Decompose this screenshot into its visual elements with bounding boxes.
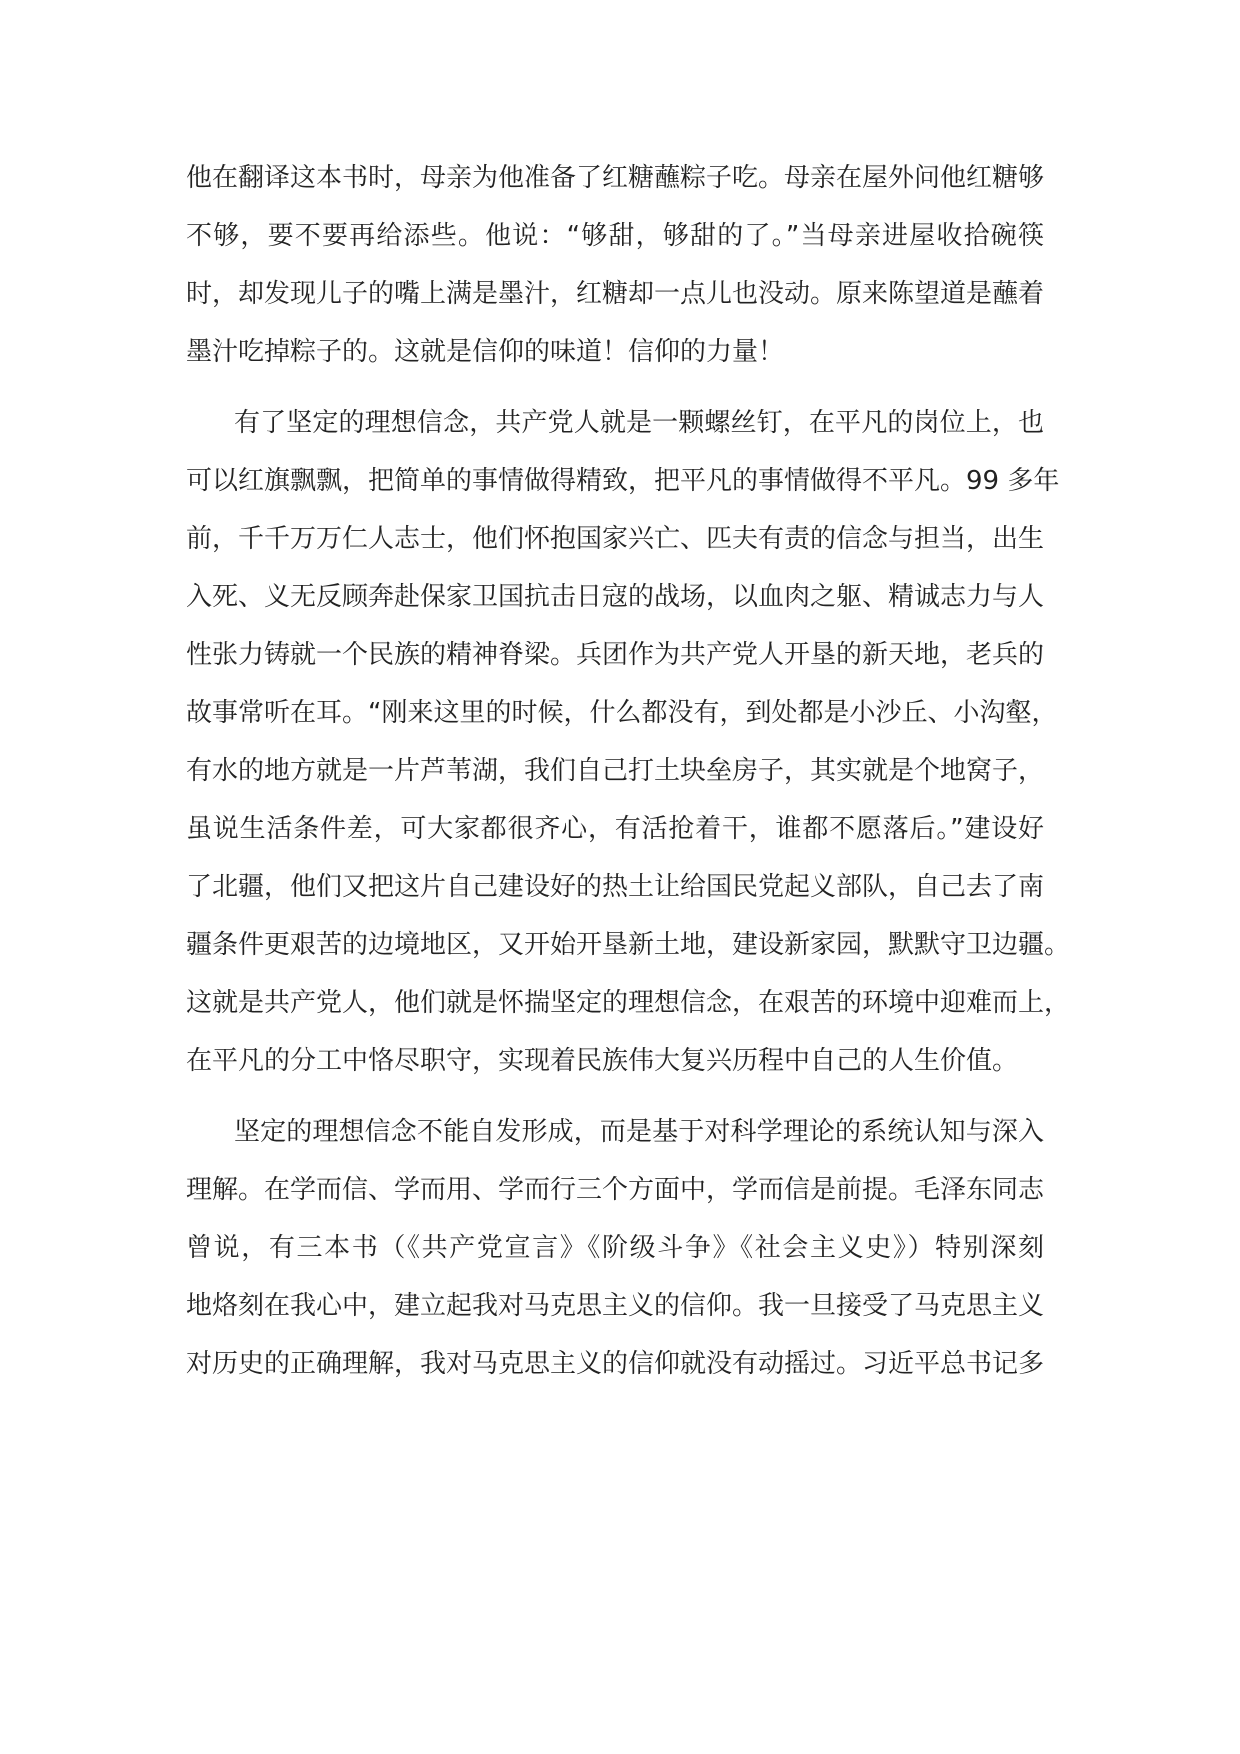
text-line: 了北疆，他们又把这片自己建设好的热土让给国民党起义部队，自己去了南 <box>186 872 1045 902</box>
text-line: 入死、义无反顾奔赴保家卫国抗击日寇的战场，以血肉之躯、精诚志力与人 <box>186 582 1045 612</box>
text-line: 他在翻译这本书时，母亲为他准备了红糖蘸粽子吃。母亲在屋外问他红糖够 <box>186 163 1045 193</box>
text-line: 疆条件更艰苦的边境地区，又开始开垦新土地，建设新家园，默默守卫边疆。 <box>186 930 1071 960</box>
text-line: 理解。在学而信、学而用、学而行三个方面中，学而信是前提。毛泽东同志 <box>186 1175 1045 1205</box>
text-line: 不够，要不要再给添些。他说：“够甜，够甜的了。”当母亲进屋收拾碗筷 <box>186 221 1044 251</box>
text-line: 在平凡的分工中恪尽职守，实现着民族伟大复兴历程中自己的人生价值。 <box>186 1046 1019 1076</box>
text-line: 这就是共产党人，他们就是怀揣坚定的理想信念，在艰苦的环境中迎难而上， <box>186 988 1071 1018</box>
text-line: 性张力铸就一个民族的精神脊梁。兵团作为共产党人开垦的新天地，老兵的 <box>186 640 1045 670</box>
text-line: 坚定的理想信念不能自发形成，而是基于对科学理论的系统认知与深入 <box>234 1117 1044 1147</box>
text-line: 对历史的正确理解，我对马克思主义的信仰就没有动摇过。习近平总书记多 <box>186 1349 1045 1379</box>
text-line: 可以红旗飘飘，把简单的事情做得精致，把平凡的事情做得不平凡。99 多年 <box>186 466 1060 496</box>
text-line: 时，却发现儿子的嘴上满是墨汁，红糖却一点儿也没动。原来陈望道是蘸着 <box>186 279 1045 309</box>
text-line: 虽说生活条件差，可大家都很齐心，有活抢着干，谁都不愿落后。”建设好 <box>186 814 1044 844</box>
text-line: 故事常听在耳。“刚来这里的时候，什么都没有，到处都是小沙丘、小沟壑， <box>186 698 1058 728</box>
text-line: 曾说，有三本书（《共产党宣言》《阶级斗争》《社会主义史》）特别深刻 <box>186 1233 1044 1263</box>
text-line: 前，千千万万仁人志士，他们怀抱国家兴亡、匹夫有责的信念与担当，出生 <box>186 524 1045 554</box>
text-line: 有水的地方就是一片芦苇湖，我们自己打土块垒房子，其实就是个地窝子， <box>186 756 1045 786</box>
text-line: 地烙刻在我心中，建立起我对马克思主义的信仰。我一旦接受了马克思主义 <box>186 1291 1045 1321</box>
text-line: 有了坚定的理想信念，共产党人就是一颗螺丝钉，在平凡的岗位上，也 <box>234 408 1044 438</box>
text-line: 墨汁吃掉粽子的。这就是信仰的味道！信仰的力量！ <box>186 337 785 367</box>
